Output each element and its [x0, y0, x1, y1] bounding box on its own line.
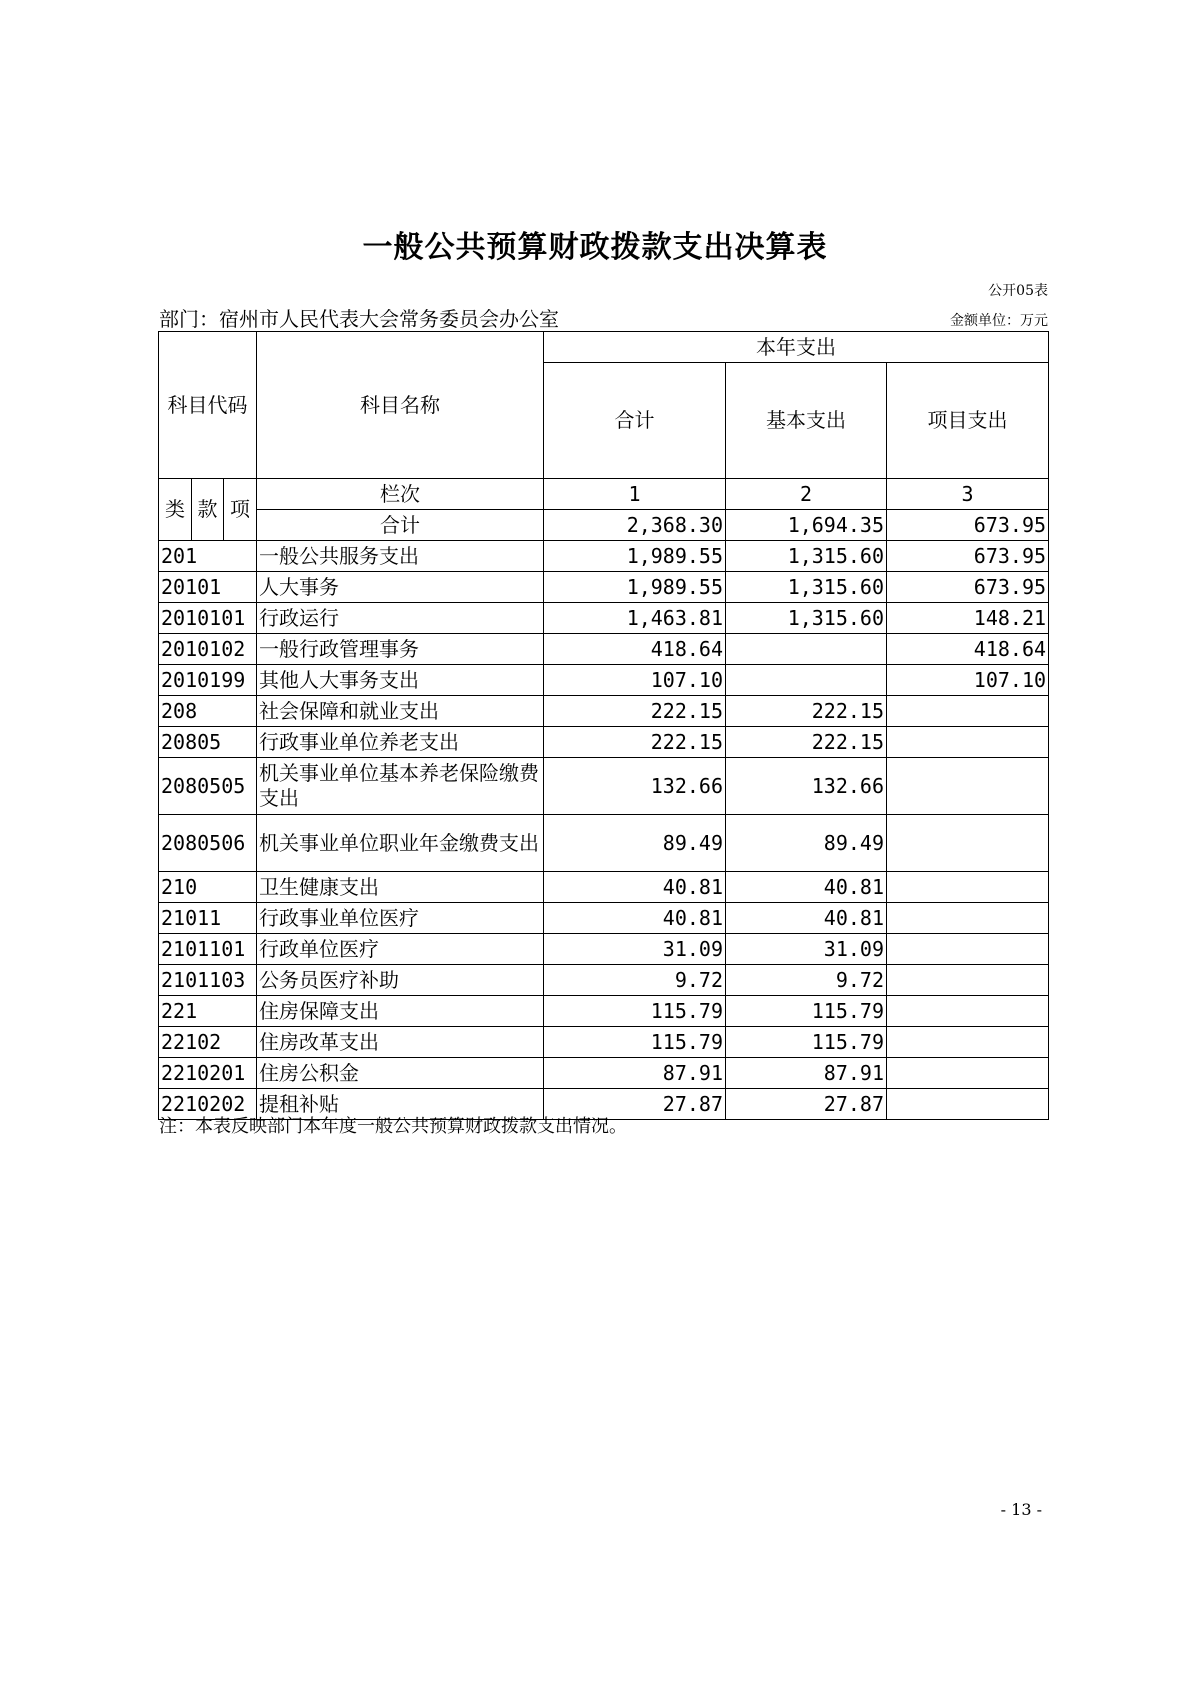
row-total: 31.09: [544, 934, 726, 965]
row-name: 行政事业单位养老支出: [257, 727, 544, 758]
column-index-2: 2: [726, 479, 887, 510]
row-name: 住房公积金: [257, 1058, 544, 1089]
row-name: 行政单位医疗: [257, 934, 544, 965]
row-code: 20805: [159, 727, 257, 758]
row-total: 418.64: [544, 634, 726, 665]
row-total: 1,989.55: [544, 572, 726, 603]
table-row: [159, 634, 1049, 665]
row-basic: 115.79: [726, 1027, 887, 1058]
row-name: 卫生健康支出: [257, 872, 544, 903]
row-code: 2101103: [159, 965, 257, 996]
row-basic: 1,315.60: [726, 572, 887, 603]
row-total: 107.10: [544, 665, 726, 696]
row-total: 115.79: [544, 1027, 726, 1058]
row-project: 673.95: [887, 572, 1049, 603]
row-total: 115.79: [544, 996, 726, 1027]
table-row: [159, 696, 1049, 727]
row-name: 住房改革支出: [257, 1027, 544, 1058]
row-total: 40.81: [544, 872, 726, 903]
row-basic: [726, 634, 887, 665]
table-row: [159, 603, 1049, 634]
row-project: [887, 1089, 1049, 1120]
row-total: 1,989.55: [544, 541, 726, 572]
row-basic: 9.72: [726, 965, 887, 996]
row-name: 社会保障和就业支出: [257, 696, 544, 727]
row-code: 20101: [159, 572, 257, 603]
row-project: [887, 696, 1049, 727]
row-basic: 115.79: [726, 996, 887, 1027]
row-name: 行政事业单位医疗: [257, 903, 544, 934]
row-project: [887, 996, 1049, 1027]
row-name: 一般公共服务支出: [257, 541, 544, 572]
page-number: - 13 -: [1000, 1500, 1042, 1519]
table-row: [159, 815, 1049, 872]
row-code: 2101101: [159, 934, 257, 965]
row-project: 418.64: [887, 634, 1049, 665]
row-total: 89.49: [544, 815, 726, 872]
summary-row: [159, 510, 1049, 541]
row-total: 222.15: [544, 727, 726, 758]
table-row: [159, 1058, 1049, 1089]
table-row: [159, 872, 1049, 903]
row-code: 2010102: [159, 634, 257, 665]
row-name: 人大事务: [257, 572, 544, 603]
form-number: 公开05表: [988, 283, 1048, 299]
row-basic: 27.87: [726, 1089, 887, 1120]
row-total: 132.66: [544, 758, 726, 815]
row-project: [887, 1027, 1049, 1058]
row-project: [887, 872, 1049, 903]
row-code: 2210201: [159, 1058, 257, 1089]
amount-unit-label: 金额单位：万元: [950, 313, 1048, 329]
row-project: [887, 727, 1049, 758]
header-code: 科目代码: [159, 332, 257, 479]
row-project: 673.95: [887, 541, 1049, 572]
row-project: [887, 815, 1049, 872]
summary-label: 合计: [257, 510, 544, 541]
summary-total: 2,368.30: [544, 510, 726, 541]
row-name: 机关事业单位职业年金缴费支出: [257, 815, 544, 872]
table-note: 注：本表反映部门本年度一般公共预算财政拨款支出情况。: [159, 1116, 627, 1137]
row-basic: 87.91: [726, 1058, 887, 1089]
column-index-row: [159, 479, 1049, 510]
row-code: 201: [159, 541, 257, 572]
row-name: 一般行政管理事务: [257, 634, 544, 665]
row-total: 1,463.81: [544, 603, 726, 634]
header-name: 科目名称: [257, 332, 544, 479]
row-name: 住房保障支出: [257, 996, 544, 1027]
row-code: 210: [159, 872, 257, 903]
table-row: [159, 965, 1049, 996]
column-index-1: 1: [544, 479, 726, 510]
table-row: [159, 758, 1049, 815]
header-current-year: 本年支出: [544, 332, 1049, 363]
table-row: [159, 934, 1049, 965]
row-basic: 222.15: [726, 727, 887, 758]
row-code: 2010199: [159, 665, 257, 696]
header-lei: 类: [159, 479, 192, 541]
row-name: 公务员医疗补助: [257, 965, 544, 996]
row-code: 2080505: [159, 758, 257, 815]
page-title: 一般公共预算财政拨款支出决算表: [362, 230, 828, 265]
row-basic: 132.66: [726, 758, 887, 815]
row-project: 107.10: [887, 665, 1049, 696]
row-basic: 40.81: [726, 872, 887, 903]
row-basic: 222.15: [726, 696, 887, 727]
header-project: 项目支出: [887, 363, 1049, 479]
row-code: 2010101: [159, 603, 257, 634]
row-basic: 1,315.60: [726, 603, 887, 634]
table-row: [159, 541, 1049, 572]
row-total: 222.15: [544, 696, 726, 727]
header-xiang: 项: [224, 479, 257, 541]
row-total: 40.81: [544, 903, 726, 934]
row-basic: 89.49: [726, 815, 887, 872]
row-name: 机关事业单位基本养老保险缴费支出: [257, 758, 544, 815]
row-code: 221: [159, 996, 257, 1027]
row-name: 提租补贴: [257, 1089, 544, 1120]
row-code: 208: [159, 696, 257, 727]
summary-project: 673.95: [887, 510, 1049, 541]
expenditure-table: [158, 331, 1049, 1120]
row-project: [887, 965, 1049, 996]
row-code: 22102: [159, 1027, 257, 1058]
row-code: 2210202: [159, 1089, 257, 1120]
row-name: 其他人大事务支出: [257, 665, 544, 696]
row-project: [887, 934, 1049, 965]
row-project: [887, 1058, 1049, 1089]
header-kuan: 款: [192, 479, 224, 541]
column-label: 栏次: [257, 479, 544, 510]
header-row-1: [159, 332, 1049, 363]
department-label: 部门：宿州市人民代表大会常务委员会办公室: [159, 307, 559, 331]
row-code: 21011: [159, 903, 257, 934]
table-row: [159, 996, 1049, 1027]
table-row: [159, 665, 1049, 696]
row-total: 87.91: [544, 1058, 726, 1089]
row-project: [887, 758, 1049, 815]
table-row: [159, 572, 1049, 603]
summary-basic: 1,694.35: [726, 510, 887, 541]
header-total: 合计: [544, 363, 726, 479]
row-basic: 1,315.60: [726, 541, 887, 572]
row-project: 148.21: [887, 603, 1049, 634]
row-code: 2080506: [159, 815, 257, 872]
table-row: [159, 903, 1049, 934]
row-project: [887, 903, 1049, 934]
row-basic: 40.81: [726, 903, 887, 934]
row-total: 9.72: [544, 965, 726, 996]
row-basic: [726, 665, 887, 696]
row-name: 行政运行: [257, 603, 544, 634]
column-index-3: 3: [887, 479, 1049, 510]
header-basic: 基本支出: [726, 363, 887, 479]
table-row: [159, 1027, 1049, 1058]
row-basic: 31.09: [726, 934, 887, 965]
row-total: 27.87: [544, 1089, 726, 1120]
table-row: [159, 727, 1049, 758]
